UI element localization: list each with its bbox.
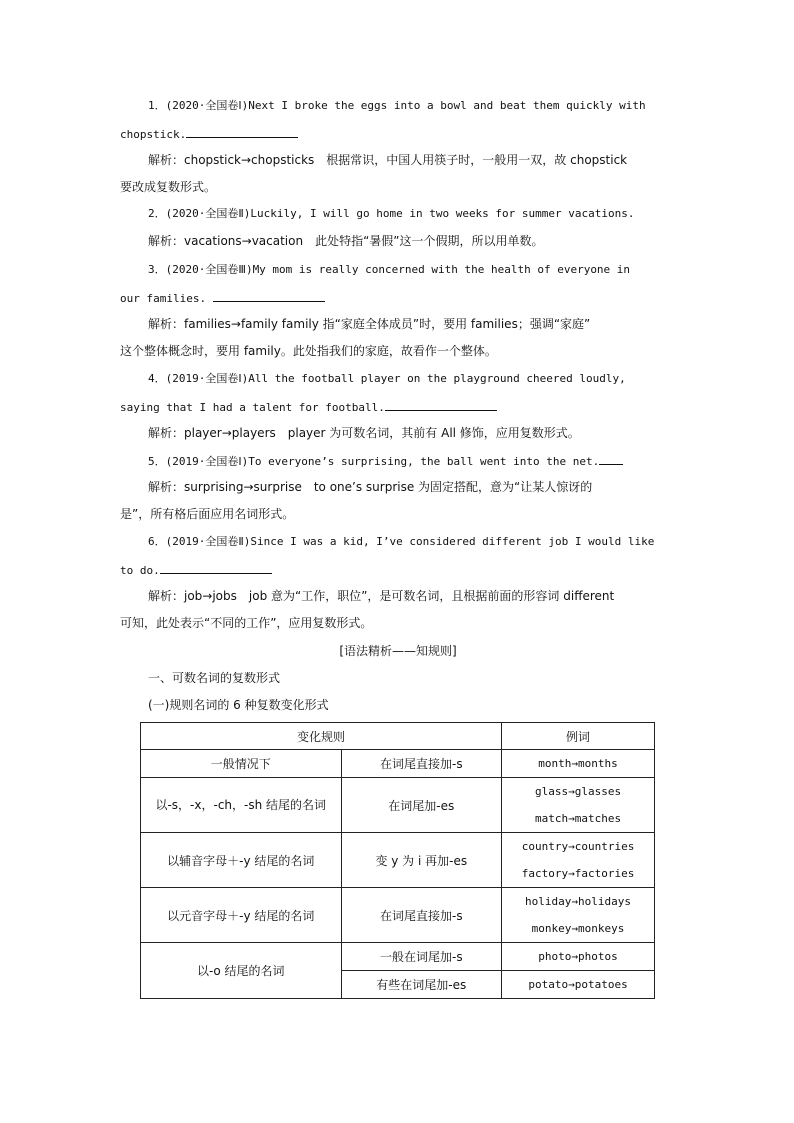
example-word: photo→photos bbox=[538, 950, 618, 963]
heading-regular-plural-rules: (一)规则名词的 6 种复数变化形式 bbox=[148, 698, 329, 712]
rule-condition: 一般情况下 bbox=[141, 750, 342, 778]
answer-blank bbox=[213, 289, 325, 302]
heading-countable-nouns: 一、可数名词的复数形式 bbox=[148, 671, 281, 685]
answer-blank bbox=[599, 452, 623, 465]
answer-1-line-1: 解析：chopstick→chopsticks 根据常识，中国人用筷子时，一般用一双，故 chopstick bbox=[148, 153, 628, 167]
table-row bbox=[141, 778, 655, 833]
table-header-row bbox=[141, 723, 655, 750]
question-6-text: to do. bbox=[120, 564, 160, 577]
answer-6-line-2: 可知，此处表示“不同的工作”，应用复数形式。 bbox=[120, 616, 373, 630]
rule-change: 有些在词尾加-es bbox=[341, 971, 502, 999]
rule-example bbox=[502, 833, 655, 888]
rule-condition: 以-s，-x，-ch，-sh 结尾的名词 bbox=[141, 778, 342, 833]
question-2-line-1: 2．(2020·全国卷Ⅱ)Luckily, I will go home in two weeks for summer vacations. bbox=[148, 207, 635, 220]
question-4-line-2 bbox=[120, 398, 676, 416]
question-1-line-1: 1．(2020·全国卷Ⅰ)Next I broke the eggs into a bowl and beat them quickly with bbox=[148, 99, 646, 112]
question-1-text: chopstick. bbox=[120, 128, 187, 141]
answer-blank bbox=[385, 398, 497, 411]
rule-condition: 以-o 结尾的名词 bbox=[141, 943, 342, 999]
question-4-line-1: 4．(2019·全国卷Ⅰ)All the football player on the playground cheered loudly, bbox=[148, 372, 626, 385]
answer-5-line-1: 解析：surprising→surprise to one’s surprise 为固定搭配，意为“让某人惊讶的 bbox=[148, 480, 593, 494]
question-6-line-2 bbox=[120, 561, 676, 579]
rule-example bbox=[502, 943, 655, 971]
table-row bbox=[141, 833, 655, 888]
answer-3-line-1: 解析：families→family family 指“家庭全体成员”时，要用 families；强调“家庭” bbox=[148, 317, 591, 331]
example-word: month→months bbox=[538, 757, 618, 770]
question-5-line-1 bbox=[148, 452, 704, 470]
answer-5-line-2: 是”，所有格后面应用名词形式。 bbox=[120, 507, 295, 521]
header-rule: 变化规则 bbox=[141, 723, 502, 750]
example-word: match→matches bbox=[534, 812, 622, 825]
header-example: 例词 bbox=[502, 723, 655, 750]
answer-3-line-2: 这个整体概念时，要用 family。此处指我们的家庭，故看作一个整体。 bbox=[120, 344, 497, 358]
example-word: potato→potatoes bbox=[528, 978, 628, 991]
question-6-line-1: 6．(2019·全国卷Ⅱ)Since I was a kid, I’ve considered different job I would like bbox=[148, 535, 655, 548]
question-5-text: 5．(2019·全国卷Ⅰ)To everyone’s surprising, the ball went into the net. bbox=[148, 455, 600, 468]
example-word: factory→factories bbox=[521, 867, 635, 880]
answer-blank bbox=[186, 125, 298, 138]
rule-change: 变 y 为 i 再加-es bbox=[341, 833, 502, 888]
rule-condition: 以辅音字母＋-y 结尾的名词 bbox=[141, 833, 342, 888]
answer-2-line-1: 解析：vacations→vacation 此处特指“暑假”这一个假期，所以用单数。 bbox=[148, 234, 544, 248]
table-row bbox=[141, 750, 655, 778]
rule-change: 一般在词尾加-s bbox=[341, 943, 502, 971]
example-word: glass→glasses bbox=[534, 785, 622, 798]
example-word: monkey→monkeys bbox=[531, 922, 625, 935]
plural-rules-table bbox=[140, 722, 655, 999]
rule-example bbox=[502, 778, 655, 833]
question-3-line-1: 3．(2020·全国卷Ⅲ)My mom is really concerned with the health of everyone in bbox=[148, 263, 631, 276]
table-row bbox=[141, 888, 655, 943]
rule-example bbox=[502, 888, 655, 943]
answer-4-line-1: 解析：player→players player 为可数名词，其前有 All 修饰，应用复数形式。 bbox=[148, 426, 580, 440]
section-title: [语法精析——知规则] bbox=[339, 644, 457, 658]
rule-change: 在词尾直接加-s bbox=[341, 888, 502, 943]
answer-6-line-1: 解析：job→jobs job 意为“工作，职位”，是可数名词，且根据前面的形容词 different bbox=[148, 589, 615, 603]
question-3-line-2 bbox=[120, 289, 676, 307]
question-1-line-2 bbox=[120, 125, 676, 143]
rule-example bbox=[502, 750, 655, 778]
question-4-text: saying that I had a talent for football. bbox=[120, 401, 385, 414]
answer-1-line-2: 要改成复数形式。 bbox=[120, 180, 217, 194]
question-3-text: our families. bbox=[120, 292, 207, 305]
answer-blank bbox=[160, 561, 272, 574]
rule-example bbox=[502, 971, 655, 999]
rule-condition: 以元音字母＋-y 结尾的名词 bbox=[141, 888, 342, 943]
rule-change: 在词尾直接加-s bbox=[341, 750, 502, 778]
rule-change: 在词尾加-es bbox=[341, 778, 502, 833]
table-row bbox=[141, 943, 655, 971]
example-word: holiday→holidays bbox=[525, 895, 632, 908]
example-word: country→countries bbox=[521, 840, 635, 853]
